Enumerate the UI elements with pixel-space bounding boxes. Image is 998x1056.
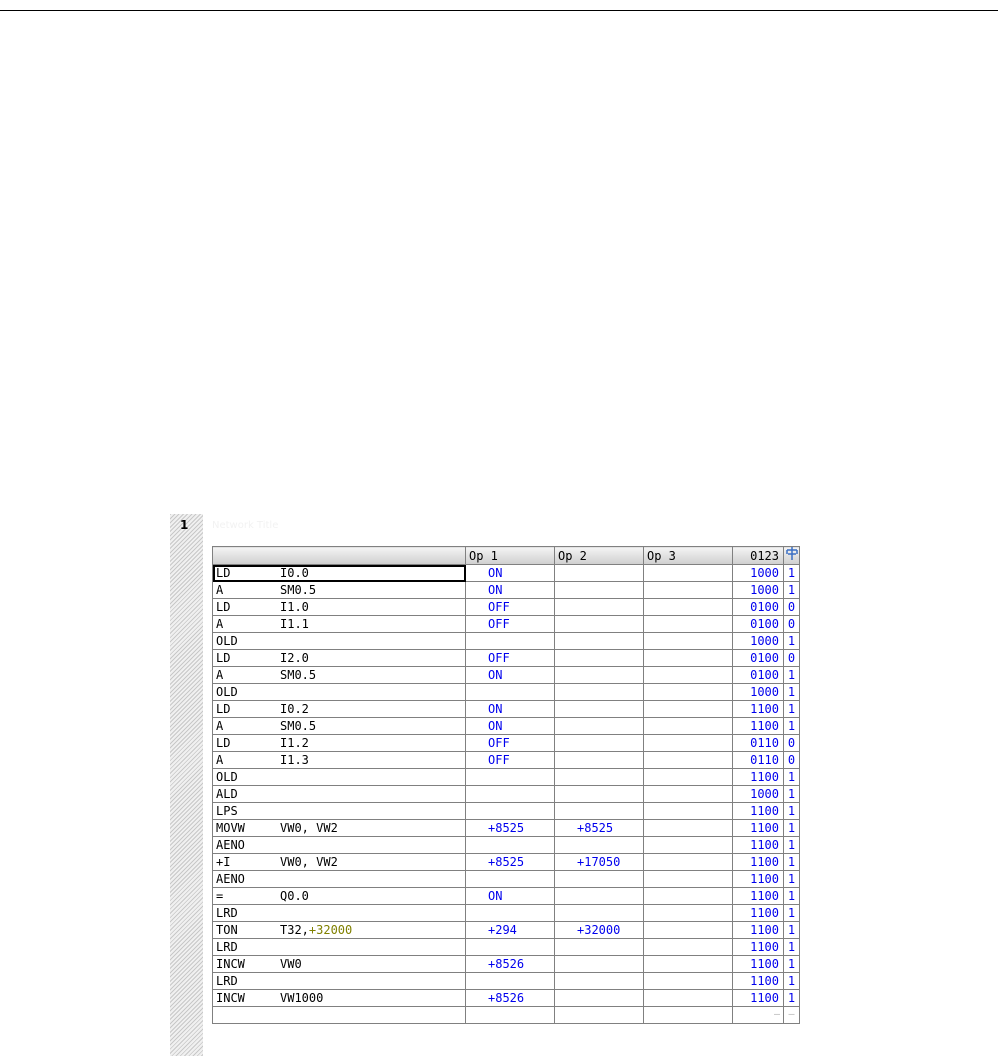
instruction-cell[interactable] bbox=[213, 939, 466, 956]
logic-stack-cell: 1100 bbox=[733, 837, 784, 854]
rlo-cell: 1 bbox=[784, 786, 800, 803]
instruction-operand: I1.3 bbox=[280, 753, 309, 767]
logic-stack-cell: 1100 bbox=[733, 990, 784, 1007]
op3-value-cell bbox=[644, 820, 733, 837]
instruction-mnemonic: = bbox=[216, 889, 224, 903]
empty-cell bbox=[555, 1007, 644, 1024]
op2-column-header[interactable]: Op 2 bbox=[555, 547, 644, 565]
instruction-cell[interactable] bbox=[213, 718, 466, 735]
instruction-mnemonic: LRD bbox=[216, 906, 238, 920]
op2-value-cell bbox=[555, 973, 644, 990]
instruction-operand: SM0.5 bbox=[280, 719, 317, 733]
op3-value-cell bbox=[644, 633, 733, 650]
op3-value-cell bbox=[644, 718, 733, 735]
instruction-cell[interactable] bbox=[213, 888, 466, 905]
instruction-mnemonic: +I bbox=[216, 855, 231, 869]
op1-column-header[interactable]: Op 1 bbox=[466, 547, 555, 565]
logic-stack-cell: 0100 bbox=[733, 616, 784, 633]
logic-stack-cell: 0100 bbox=[733, 667, 784, 684]
instruction-operand: Q0.0 bbox=[280, 889, 309, 903]
instruction-cell[interactable] bbox=[213, 820, 466, 837]
op2-value-cell bbox=[555, 837, 644, 854]
empty-cell bbox=[466, 1007, 555, 1024]
op2-value-cell: +8525 bbox=[555, 820, 644, 837]
op3-value-cell bbox=[644, 650, 733, 667]
table-row[interactable] bbox=[213, 854, 800, 871]
logic-stack-cell: 1100 bbox=[733, 701, 784, 718]
empty-stack-cell: — bbox=[733, 1007, 784, 1024]
instruction-mnemonic: OLD bbox=[216, 685, 238, 699]
instruction-mnemonic: AENO bbox=[216, 838, 245, 852]
op3-value-cell bbox=[644, 956, 733, 973]
op2-value-cell bbox=[555, 582, 644, 599]
op1-value-cell: ON bbox=[466, 718, 555, 735]
op1-value-cell: ON bbox=[466, 667, 555, 684]
instruction-mnemonic: A bbox=[216, 668, 224, 682]
op3-value-cell bbox=[644, 616, 733, 633]
instruction-cell[interactable] bbox=[213, 599, 466, 616]
instruction-operand: SM0.5 bbox=[280, 668, 317, 682]
rlo-cell: 1 bbox=[784, 888, 800, 905]
instruction-mnemonic: LD bbox=[216, 566, 231, 580]
table-row[interactable] bbox=[213, 820, 800, 837]
instruction-cell[interactable] bbox=[213, 701, 466, 718]
op1-value-cell bbox=[466, 837, 555, 854]
table-row[interactable] bbox=[213, 633, 800, 650]
stack-column-header[interactable]: 0123 bbox=[733, 547, 784, 565]
table-row[interactable] bbox=[213, 905, 800, 922]
op3-value-cell bbox=[644, 769, 733, 786]
table-row[interactable] bbox=[213, 973, 800, 990]
rlo-cell: 0 bbox=[784, 599, 800, 616]
op2-value-cell: +32000 bbox=[555, 922, 644, 939]
op3-value-cell bbox=[644, 871, 733, 888]
instruction-operand: VW0, VW2 bbox=[280, 855, 338, 869]
rlo-cell: 1 bbox=[784, 582, 800, 599]
rlo-cell: 0 bbox=[784, 752, 800, 769]
rlo-cell: 1 bbox=[784, 803, 800, 820]
logic-stack-cell: 1100 bbox=[733, 922, 784, 939]
rlo-cell: 1 bbox=[784, 769, 800, 786]
table-header-row bbox=[213, 547, 800, 565]
instruction-mnemonic: A bbox=[216, 753, 224, 767]
table-row[interactable] bbox=[213, 769, 800, 786]
instruction-mnemonic: TON bbox=[216, 923, 238, 937]
instruction-cell[interactable] bbox=[213, 837, 466, 854]
op2-value-cell bbox=[555, 718, 644, 735]
instruction-mnemonic: A bbox=[216, 583, 224, 597]
instruction-operand: I0.0 bbox=[280, 566, 309, 580]
op2-value-cell bbox=[555, 701, 644, 718]
op3-value-cell bbox=[644, 939, 733, 956]
instruction-cell[interactable] bbox=[213, 956, 466, 973]
logic-stack-cell: 0100 bbox=[733, 650, 784, 667]
op3-value-cell bbox=[644, 990, 733, 1007]
instruction-cell[interactable] bbox=[213, 854, 466, 871]
op1-value-cell: ON bbox=[466, 582, 555, 599]
instruction-operand: I1.2 bbox=[280, 736, 309, 750]
rlo-cell: 1 bbox=[784, 905, 800, 922]
rlo-cell: 1 bbox=[784, 565, 800, 582]
logic-stack-cell: 1100 bbox=[733, 769, 784, 786]
op1-value-cell: ON bbox=[466, 565, 555, 582]
instruction-mnemonic: LRD bbox=[216, 940, 238, 954]
instruction-operand: T32, bbox=[280, 923, 309, 937]
instruction-mnemonic: OLD bbox=[216, 770, 238, 784]
table-row[interactable] bbox=[213, 871, 800, 888]
rlo-cell: 1 bbox=[784, 956, 800, 973]
op2-value-cell bbox=[555, 667, 644, 684]
instruction-mnemonic: ALD bbox=[216, 787, 238, 801]
instruction-operand: I1.0 bbox=[280, 600, 309, 614]
op1-value-cell bbox=[466, 786, 555, 803]
instruction-cell[interactable] bbox=[213, 667, 466, 684]
signal-state-icon bbox=[786, 547, 798, 560]
table-row[interactable] bbox=[213, 650, 800, 667]
instruction-cell[interactable] bbox=[213, 565, 466, 582]
instruction-mnemonic: MOVW bbox=[216, 821, 245, 835]
empty-cell bbox=[213, 1007, 466, 1024]
instruction-cell[interactable] bbox=[213, 735, 466, 752]
table-row[interactable] bbox=[213, 803, 800, 820]
page-top-rule bbox=[0, 10, 998, 11]
op2-value-cell bbox=[555, 599, 644, 616]
logic-stack-cell: 1100 bbox=[733, 871, 784, 888]
op2-value-cell bbox=[555, 684, 644, 701]
op2-value-cell bbox=[555, 990, 644, 1007]
op2-value-cell bbox=[555, 803, 644, 820]
instruction-cell[interactable] bbox=[213, 752, 466, 769]
instruction-cell[interactable] bbox=[213, 616, 466, 633]
op3-value-cell bbox=[644, 786, 733, 803]
logic-stack-cell: 1000 bbox=[733, 684, 784, 701]
table-row[interactable] bbox=[213, 735, 800, 752]
instruction-operand: I2.0 bbox=[280, 651, 309, 665]
op3-value-cell bbox=[644, 735, 733, 752]
op3-value-cell bbox=[644, 684, 733, 701]
rlo-cell: 1 bbox=[784, 718, 800, 735]
rlo-cell: 1 bbox=[784, 701, 800, 718]
instruction-cell[interactable] bbox=[213, 582, 466, 599]
instruction-operand: I1.1 bbox=[280, 617, 309, 631]
op2-value-cell bbox=[555, 633, 644, 650]
op3-value-cell bbox=[644, 854, 733, 871]
instruction-mnemonic: LD bbox=[216, 600, 231, 614]
op3-value-cell bbox=[644, 973, 733, 990]
network-number: 1 bbox=[180, 518, 189, 532]
op1-value-cell bbox=[466, 871, 555, 888]
op1-value-cell bbox=[466, 939, 555, 956]
logic-stack-cell: 1100 bbox=[733, 939, 784, 956]
rlo-cell: 1 bbox=[784, 820, 800, 837]
empty-rlo-cell: — bbox=[784, 1007, 800, 1024]
instruction-mnemonic: LRD bbox=[216, 974, 238, 988]
op1-value-cell: OFF bbox=[466, 650, 555, 667]
table-row[interactable] bbox=[213, 837, 800, 854]
op2-value-cell bbox=[555, 735, 644, 752]
rlo-cell: 1 bbox=[784, 854, 800, 871]
table-row[interactable] bbox=[213, 616, 800, 633]
instruction-cell[interactable] bbox=[213, 905, 466, 922]
instruction-cell[interactable] bbox=[213, 786, 466, 803]
instruction-cell[interactable] bbox=[213, 769, 466, 786]
op2-value-cell: +17050 bbox=[555, 854, 644, 871]
table-row[interactable] bbox=[213, 582, 800, 599]
op1-value-cell: +8525 bbox=[466, 854, 555, 871]
op3-value-cell bbox=[644, 565, 733, 582]
empty-cell bbox=[644, 1007, 733, 1024]
instruction-column-header[interactable] bbox=[213, 547, 466, 565]
instruction-mnemonic: A bbox=[216, 617, 224, 631]
rlo-cell: 1 bbox=[784, 939, 800, 956]
instruction-constant: +32000 bbox=[308, 923, 353, 937]
logic-stack-cell: 1100 bbox=[733, 854, 784, 871]
stl-network bbox=[170, 514, 810, 1056]
instruction-mnemonic: LPS bbox=[216, 804, 238, 818]
instruction-mnemonic: LD bbox=[216, 736, 231, 750]
table-row[interactable] bbox=[213, 786, 800, 803]
instruction-operand: VW0 bbox=[280, 957, 302, 971]
table-row[interactable] bbox=[213, 684, 800, 701]
op2-value-cell bbox=[555, 871, 644, 888]
table-row[interactable] bbox=[213, 701, 800, 718]
logic-stack-cell: 0110 bbox=[733, 752, 784, 769]
op2-value-cell bbox=[555, 616, 644, 633]
instruction-mnemonic: INCW bbox=[216, 991, 245, 1005]
rlo-cell: 1 bbox=[784, 633, 800, 650]
op3-value-cell bbox=[644, 837, 733, 854]
table-row[interactable] bbox=[213, 922, 800, 939]
instruction-cell[interactable] bbox=[213, 871, 466, 888]
stl-status-table bbox=[212, 546, 800, 1024]
op3-value-cell bbox=[644, 752, 733, 769]
logic-stack-cell: 1100 bbox=[733, 820, 784, 837]
table-row[interactable] bbox=[213, 599, 800, 616]
op1-value-cell: +8526 bbox=[466, 956, 555, 973]
table-row[interactable] bbox=[213, 956, 800, 973]
op2-value-cell bbox=[555, 786, 644, 803]
op1-value-cell: OFF bbox=[466, 735, 555, 752]
instruction-cell[interactable] bbox=[213, 684, 466, 701]
rlo-cell: 1 bbox=[784, 990, 800, 1007]
op3-value-cell bbox=[644, 582, 733, 599]
op2-value-cell bbox=[555, 565, 644, 582]
logic-stack-cell: 1100 bbox=[733, 973, 784, 990]
instruction-cell[interactable] bbox=[213, 973, 466, 990]
rlo-cell: 1 bbox=[784, 871, 800, 888]
op1-value-cell: ON bbox=[466, 888, 555, 905]
op2-value-cell bbox=[555, 650, 644, 667]
op1-value-cell: OFF bbox=[466, 599, 555, 616]
table-row[interactable] bbox=[213, 752, 800, 769]
logic-stack-cell: 1100 bbox=[733, 803, 784, 820]
op2-value-cell bbox=[555, 752, 644, 769]
op1-value-cell bbox=[466, 905, 555, 922]
table-row[interactable] bbox=[213, 565, 800, 582]
op3-value-cell bbox=[644, 922, 733, 939]
table-row[interactable] bbox=[213, 718, 800, 735]
logic-stack-cell: 1100 bbox=[733, 956, 784, 973]
logic-stack-cell: 1000 bbox=[733, 633, 784, 650]
instruction-cell[interactable] bbox=[213, 650, 466, 667]
instruction-mnemonic: LD bbox=[216, 702, 231, 716]
instruction-operand: VW1000 bbox=[280, 991, 324, 1005]
op1-value-cell: OFF bbox=[466, 752, 555, 769]
instruction-operand: SM0.5 bbox=[280, 583, 317, 597]
op1-value-cell bbox=[466, 973, 555, 990]
table-row[interactable] bbox=[213, 888, 800, 905]
op1-value-cell bbox=[466, 684, 555, 701]
op3-value-cell bbox=[644, 888, 733, 905]
op1-value-cell bbox=[466, 633, 555, 650]
instruction-mnemonic: AENO bbox=[216, 872, 245, 886]
logic-stack-cell: 1100 bbox=[733, 905, 784, 922]
op1-value-cell: +294 bbox=[466, 922, 555, 939]
op3-value-cell bbox=[644, 599, 733, 616]
instruction-cell[interactable] bbox=[213, 803, 466, 820]
instruction-cell[interactable] bbox=[213, 990, 466, 1007]
network-title[interactable]: Network Title bbox=[212, 520, 279, 531]
empty-table-row[interactable] bbox=[213, 1007, 800, 1024]
op1-value-cell bbox=[466, 769, 555, 786]
instruction-mnemonic: A bbox=[216, 719, 224, 733]
rlo-cell: 1 bbox=[784, 973, 800, 990]
op3-column-header[interactable]: Op 3 bbox=[644, 547, 733, 565]
op3-value-cell bbox=[644, 905, 733, 922]
op3-value-cell bbox=[644, 701, 733, 718]
logic-stack-cell: 1000 bbox=[733, 582, 784, 599]
table-row[interactable] bbox=[213, 939, 800, 956]
rlo-cell: 1 bbox=[784, 837, 800, 854]
op3-value-cell bbox=[644, 803, 733, 820]
logic-stack-cell: 0110 bbox=[733, 735, 784, 752]
op1-value-cell bbox=[466, 803, 555, 820]
rlo-cell: 1 bbox=[784, 667, 800, 684]
instruction-cell[interactable] bbox=[213, 922, 466, 939]
rlo-cell: 0 bbox=[784, 650, 800, 667]
instruction-operand: I0.2 bbox=[280, 702, 309, 716]
table-body bbox=[213, 565, 800, 1024]
logic-stack-cell: 1100 bbox=[733, 888, 784, 905]
op3-value-cell bbox=[644, 667, 733, 684]
op1-value-cell: OFF bbox=[466, 616, 555, 633]
op1-value-cell: ON bbox=[466, 701, 555, 718]
table-row[interactable] bbox=[213, 990, 800, 1007]
rlo-cell: 1 bbox=[784, 922, 800, 939]
op2-value-cell bbox=[555, 888, 644, 905]
op2-value-cell bbox=[555, 905, 644, 922]
instruction-operand: VW0, VW2 bbox=[280, 821, 338, 835]
instruction-mnemonic: OLD bbox=[216, 634, 238, 648]
op2-value-cell bbox=[555, 769, 644, 786]
rlo-cell: 1 bbox=[784, 684, 800, 701]
logic-stack-cell: 1100 bbox=[733, 718, 784, 735]
table-row[interactable] bbox=[213, 667, 800, 684]
rlo-cell: 0 bbox=[784, 616, 800, 633]
logic-stack-cell: 0100 bbox=[733, 599, 784, 616]
logic-stack-cell: 1000 bbox=[733, 565, 784, 582]
op1-value-cell: +8526 bbox=[466, 990, 555, 1007]
rlo-column-header[interactable] bbox=[784, 547, 800, 565]
logic-stack-cell: 1000 bbox=[733, 786, 784, 803]
op2-value-cell bbox=[555, 956, 644, 973]
op2-value-cell bbox=[555, 939, 644, 956]
op1-value-cell: +8525 bbox=[466, 820, 555, 837]
network-gutter[interactable] bbox=[170, 514, 203, 1056]
instruction-mnemonic: LD bbox=[216, 651, 231, 665]
instruction-cell[interactable] bbox=[213, 633, 466, 650]
instruction-mnemonic: INCW bbox=[216, 957, 245, 971]
rlo-cell: 0 bbox=[784, 735, 800, 752]
